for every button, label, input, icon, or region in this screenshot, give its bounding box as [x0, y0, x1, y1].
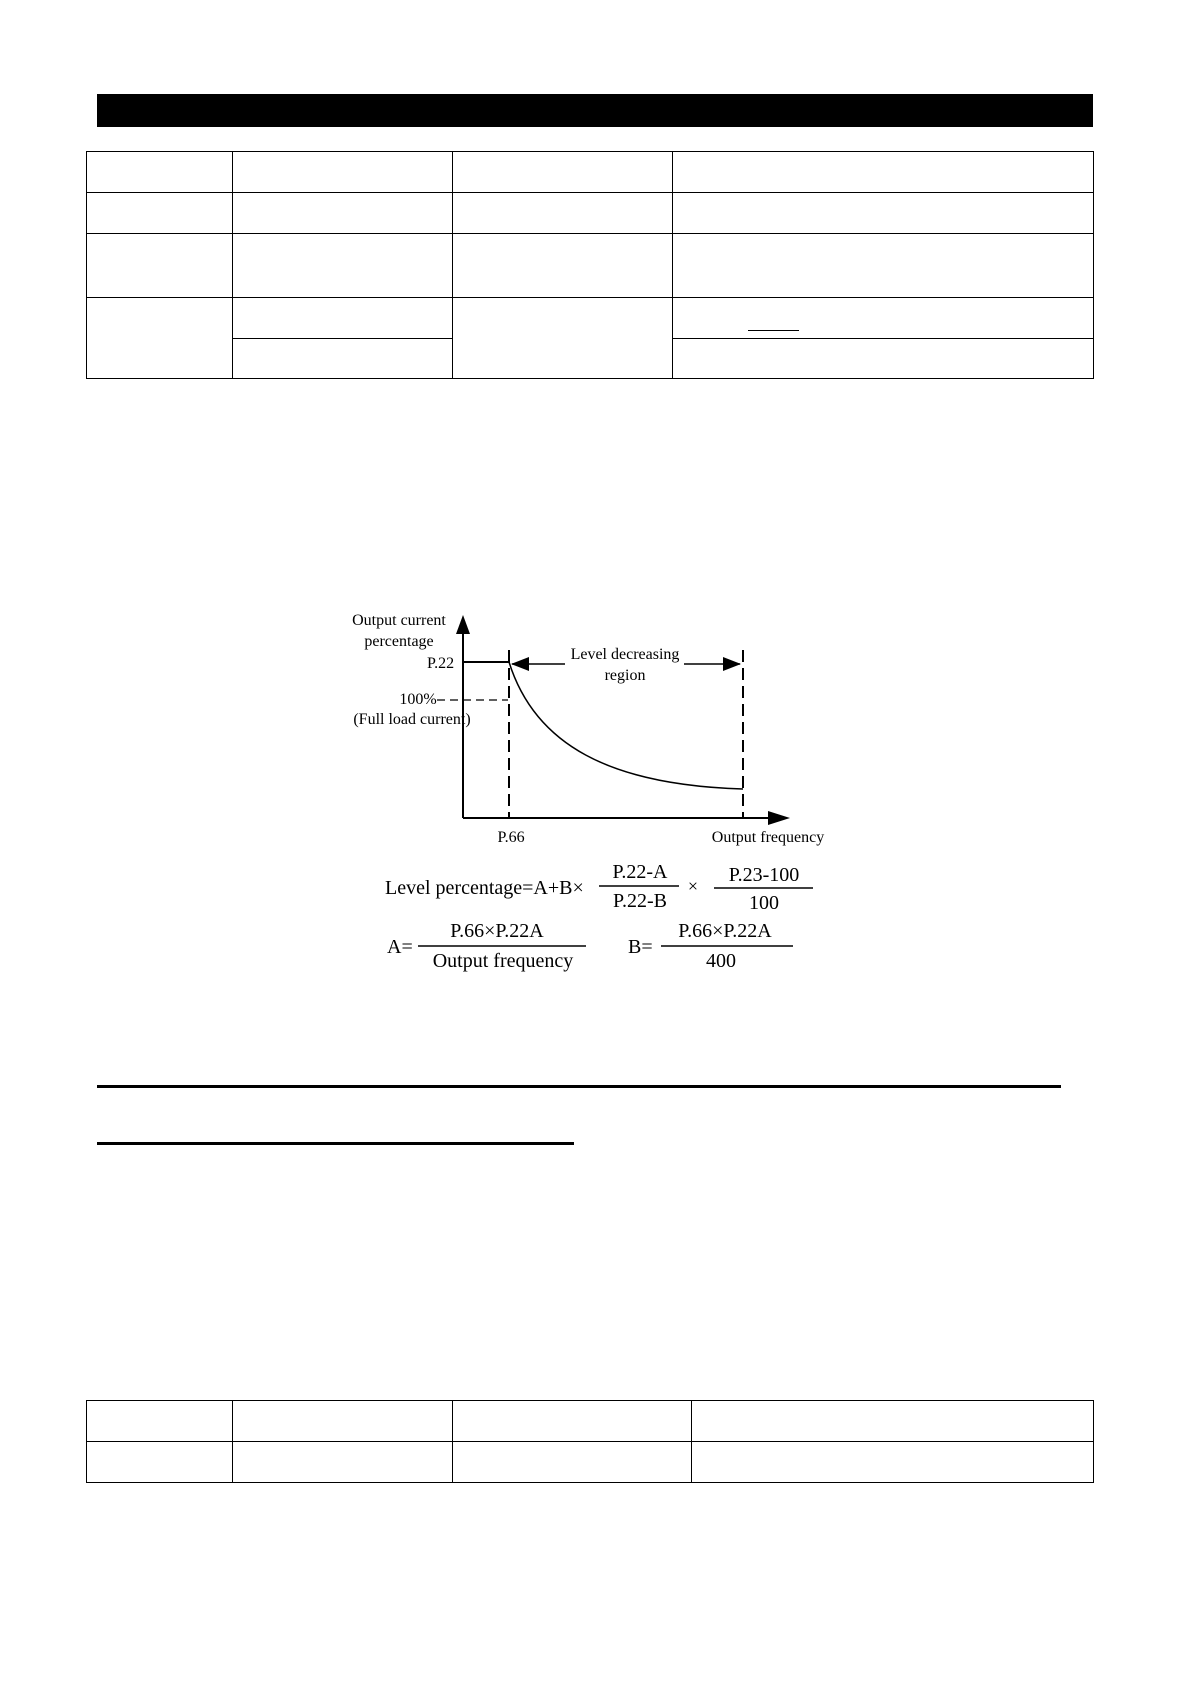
table-cell — [453, 1442, 692, 1483]
x-axis-arrowhead — [768, 811, 790, 825]
region-arrowhead-right — [723, 657, 741, 671]
section-rule — [97, 1085, 1061, 1088]
level-frac2-denominator: 100 — [749, 892, 779, 914]
level-formula-lhs: Level percentage=A+B× — [385, 877, 584, 899]
x-axis-label: Output frequency — [711, 829, 825, 846]
p66-label: P.66 — [497, 829, 525, 846]
level-frac2-numerator: P.23-100 — [728, 864, 800, 886]
a-numerator: P.66×P.22A — [450, 920, 544, 942]
table-row — [87, 1442, 1094, 1483]
table-cell — [87, 1442, 233, 1483]
y-axis-label-line1: Output current — [352, 612, 446, 629]
table-row — [87, 1401, 1094, 1442]
level-frac1-numerator: P.22-A — [612, 861, 668, 883]
a-formula-lhs: A= — [387, 936, 413, 958]
parameter-table-bottom — [86, 1400, 1094, 1483]
b-formula-lhs: B= — [628, 936, 653, 958]
table-cell — [692, 1442, 1094, 1483]
table-cell — [233, 1401, 453, 1442]
region-label-line1: Level decreasing — [570, 646, 680, 663]
table-cell — [87, 1401, 233, 1442]
b-numerator: P.66×P.22A — [678, 920, 772, 942]
level-frac1-denominator: P.22-B — [613, 890, 667, 912]
p22-label: P.22 — [427, 655, 455, 672]
table-cell — [692, 1401, 1094, 1442]
full-load-label-line1: 100% — [399, 691, 437, 708]
subsection-rule — [97, 1142, 574, 1145]
full-load-label-line2: (Full load current) — [353, 711, 471, 728]
b-denominator: 400 — [706, 950, 736, 972]
region-arrowhead-left — [511, 657, 529, 671]
a-denominator: Output frequency — [432, 950, 574, 972]
region-label-line2: region — [604, 667, 646, 684]
times-sign: × — [687, 876, 699, 896]
y-axis-label-line2: percentage — [364, 633, 434, 650]
y-axis-arrowhead — [456, 615, 470, 634]
table-cell — [453, 1401, 692, 1442]
table-cell — [233, 1442, 453, 1483]
